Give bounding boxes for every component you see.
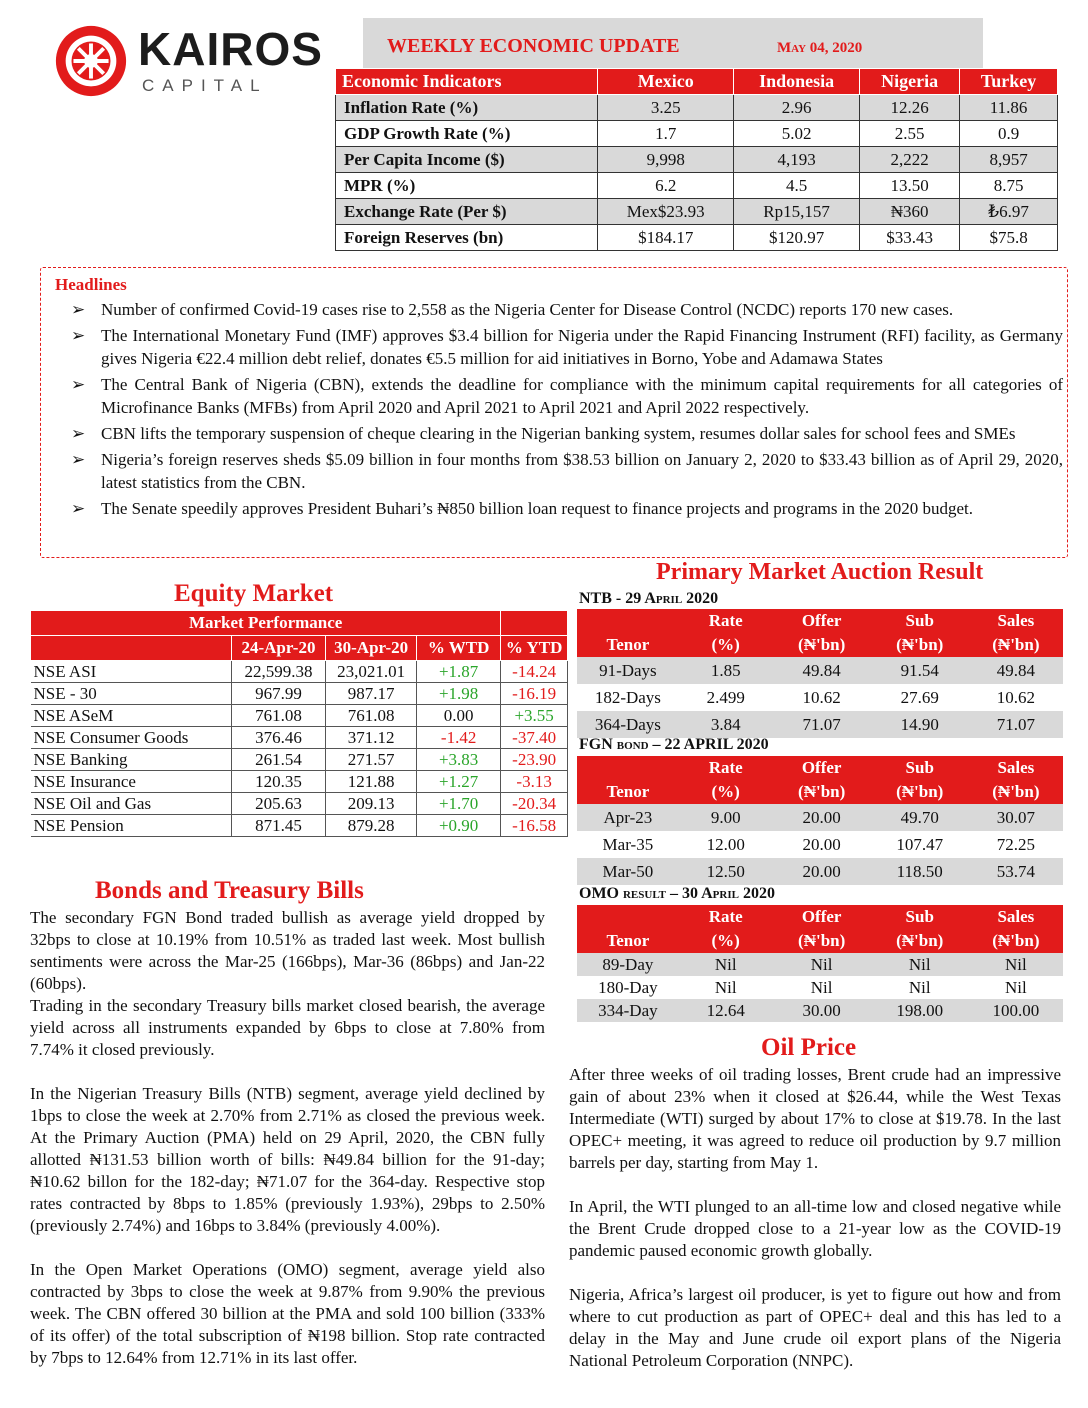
indicator-value: 11.86 (960, 95, 1058, 121)
auction-value: Nil (773, 953, 871, 976)
indicator-value: 6.2 (598, 173, 734, 199)
indicator-value: 13.50 (860, 173, 960, 199)
headline-text: Number of confirmed Covid-19 cases rise to 2,558 as the Nigeria Center for Disease Control (NCDC) reports 170 new cases. (101, 300, 954, 319)
auction-value: Nil (1005, 977, 1027, 997)
headline-text: Nigeria’s foreign reserves sheds $5.09 billion in four months from $38.53 billion on January 2, 2020 to $33.43 billion as of April 29, 2020, latest statistics from the CBN. (101, 450, 1063, 492)
ntb-auction-table (577, 609, 1063, 738)
auction-value: 100.00 (969, 999, 1063, 1022)
auction-value: 30.07 (969, 804, 1063, 831)
auction-row (577, 999, 1063, 1022)
index-name: NSE Insurance (31, 771, 232, 793)
indicator-value: 12.26 (860, 95, 960, 121)
bonds-paragraph: The secondary FGN Bond traded bullish as average yield dropped by 32bps to close at 10.19% from 10.51% as traded last week. Most bullish sentiments were across the Mar-25 (166bps), Mar-36 (86bps) and Jan-22 (60bps). (30, 908, 545, 993)
col-24-apr: 24-Apr-20 (231, 636, 326, 661)
headlines-list (67, 298, 1063, 523)
report-title: WEEKLY ECONOMIC UPDATE (387, 35, 680, 57)
auction-value: 12.00 (706, 834, 745, 854)
index-value: +3.83 (416, 749, 500, 771)
auction-col-header: Sub (871, 609, 969, 633)
indicator-value: Rp15,157 (734, 199, 860, 225)
tenor-cell: Mar-50 (577, 858, 679, 885)
auction-col-header: (₦'bn) (773, 929, 871, 953)
auction-row (577, 684, 1063, 711)
auction-row (577, 831, 1063, 858)
auction-value: Nil (810, 977, 833, 997)
arrow-bullet-icon: ➢ (71, 326, 86, 345)
tenor-cell: Mar-35 (602, 834, 654, 854)
index-value: 376.46 (231, 727, 326, 749)
auction-col-header: Rate (679, 609, 773, 633)
auction-header-row (577, 780, 1063, 804)
auction-col-header: Rate (679, 756, 773, 780)
index-value: -20.34 (501, 793, 568, 815)
auction-col-header: (₦'bn) (969, 929, 1063, 953)
headline-item (67, 422, 1063, 445)
headline-item (67, 448, 1063, 494)
index-value: -14.24 (501, 661, 568, 683)
auction-col-header: (₦'bn) (773, 780, 871, 804)
index-value: 121.88 (326, 771, 417, 793)
indicator-row (336, 199, 1058, 225)
auction-col-header: Sales (969, 905, 1063, 929)
auction-value: 71.07 (773, 711, 871, 738)
omo-label: OMO result – 30 April 2020 (579, 885, 775, 902)
auction-value: 10.62 (996, 687, 1035, 707)
auction-value: Nil (679, 953, 773, 976)
auction-value: 3.84 (679, 711, 773, 738)
index-name: NSE Oil and Gas (31, 793, 232, 815)
arrow-bullet-icon: ➢ (71, 300, 86, 319)
indicator-value: 8,957 (960, 147, 1058, 173)
auction-header-row (577, 609, 1063, 633)
auction-col-header: (₦'bn) (871, 929, 969, 953)
indicator-value: 2.55 (860, 121, 960, 147)
company-logo (52, 22, 342, 102)
indicator-name: MPR (%) (336, 173, 598, 199)
tenor-cell: 364-Days (577, 711, 679, 738)
headline-item (67, 497, 1063, 520)
auction-col-header: (₦'bn) (871, 633, 969, 657)
auction-value: Nil (969, 953, 1063, 976)
headlines-box (40, 267, 1068, 558)
indicator-row (336, 225, 1058, 251)
auction-value: 49.70 (871, 804, 969, 831)
auction-col-header: (%) (679, 633, 773, 657)
equity-row (31, 727, 568, 749)
equity-market-title: Equity Market (174, 580, 334, 607)
oil-price-text (569, 1064, 1061, 1372)
auction-col-header: Rate (679, 905, 773, 929)
indicator-row (336, 121, 1058, 147)
indicator-value: 2.96 (734, 95, 860, 121)
index-value: 761.08 (231, 705, 326, 727)
indicator-value: 5.02 (734, 121, 860, 147)
market-performance-title: Market Performance (31, 611, 501, 636)
indicator-value: $184.17 (598, 225, 734, 251)
report-header (363, 18, 983, 68)
headline-item (67, 298, 1063, 321)
auction-value: 72.25 (996, 834, 1035, 854)
auction-value: 118.50 (871, 858, 969, 885)
index-name: NSE ASeM (31, 705, 232, 727)
indicator-value: $75.8 (960, 225, 1058, 251)
tenor-cell: Apr-23 (577, 804, 679, 831)
index-name: NSE ASI (31, 661, 232, 683)
equity-row (31, 749, 568, 771)
kairos-logo-icon (52, 22, 130, 100)
equity-row (31, 683, 568, 705)
auction-row (577, 953, 1063, 976)
auction-value: 12.50 (679, 858, 773, 885)
indicator-row (336, 147, 1058, 173)
indicator-value: 2,222 (860, 147, 960, 173)
auction-header-row (577, 633, 1063, 657)
auction-value: 12.64 (679, 999, 773, 1022)
equity-row (31, 705, 568, 727)
index-name: NSE - 30 (31, 683, 232, 705)
index-value: 209.13 (326, 793, 417, 815)
auction-value: 2.499 (706, 687, 745, 707)
index-value: 120.35 (231, 771, 326, 793)
index-value: +0.90 (416, 815, 500, 837)
indicators-col-header: Indonesia (734, 69, 860, 95)
auction-value: 198.00 (871, 999, 969, 1022)
tenor-cell: 180-Day (598, 977, 658, 997)
auction-value: 20.00 (773, 804, 871, 831)
auction-col-header: Sales (969, 756, 1063, 780)
auction-header-row (577, 905, 1063, 929)
col-ytd: % YTD (501, 636, 568, 661)
indicator-value: ₺6.97 (960, 199, 1058, 225)
index-value: +3.55 (501, 705, 568, 727)
index-name: NSE Pension (31, 815, 232, 837)
report-date: May 04, 2020 (777, 40, 863, 56)
bonds-text (30, 907, 545, 1369)
index-value: +1.87 (416, 661, 500, 683)
arrow-bullet-icon: ➢ (71, 375, 86, 394)
tenor-cell: 182-Days (594, 687, 661, 707)
auction-col-header: Sub (871, 756, 969, 780)
indicator-row (336, 95, 1058, 121)
indicator-value: 4.5 (734, 173, 860, 199)
index-name: NSE Banking (31, 749, 232, 771)
auction-col-header: (%) (679, 780, 773, 804)
index-value: -37.40 (501, 727, 568, 749)
auction-col-header: Tenor (577, 633, 679, 657)
auction-value: 1.85 (679, 657, 773, 684)
bonds-paragraph: Trading in the secondary Treasury bills market closed bearish, the average yield across all instruments expanded by 6bps to close at 7.80% from 7.74% it closed previously. (30, 996, 545, 1059)
headline-text: CBN lifts the temporary suspension of cheque clearing in the Nigerian banking system, resumes dollar sales for school fees and SMEs (101, 424, 1016, 443)
index-value: 0.00 (416, 705, 500, 727)
index-value: 761.08 (326, 705, 417, 727)
auction-value: 49.84 (969, 657, 1063, 684)
equity-row (31, 771, 568, 793)
indicator-name: Per Capita Income ($) (336, 147, 598, 173)
indicators-col-header: Turkey (960, 69, 1058, 95)
auction-value: 53.74 (969, 858, 1063, 885)
index-value: -16.58 (501, 815, 568, 837)
indicators-header-row (336, 69, 1058, 95)
auction-value: 30.00 (773, 999, 871, 1022)
bonds-title: Bonds and Treasury Bills (95, 877, 364, 904)
index-name: NSE Consumer Goods (31, 727, 232, 749)
fgn-bond-auction-table (577, 756, 1063, 885)
indicator-name: GDP Growth Rate (%) (336, 121, 598, 147)
equity-row (31, 661, 568, 683)
indicator-value: 4,193 (734, 147, 860, 173)
auction-header-row (577, 756, 1063, 780)
index-value: -1.42 (416, 727, 500, 749)
indicator-value: Mex$23.93 (598, 199, 734, 225)
headline-item (67, 373, 1063, 419)
auction-col-header: Offer (773, 756, 871, 780)
auction-value: 71.07 (969, 711, 1063, 738)
headline-text: The International Monetary Fund (IMF) approves $3.4 billion for Nigeria under the Rapid Financing Instrument (RFI) facility, as Germany gives Nigeria €22.4 million debt relief, donates €5.5 million for aid initiatives in Borno, Yobe and Adamawa States (101, 326, 1063, 368)
oil-paragraph: Nigeria, Africa’s largest oil producer, is yet to figure out how and from where to cut production as part of OPEC+ deal and this has led to a delay in the May and June crude oil export plans of the Nigeria National Petroleum Corporation (NNPC). (569, 1285, 1061, 1370)
auction-col-header: (%) (679, 929, 773, 953)
auction-header-row (577, 929, 1063, 953)
index-value: 205.63 (231, 793, 326, 815)
index-value: -23.90 (501, 749, 568, 771)
auction-col-header: Offer (773, 905, 871, 929)
brand-name: KAIROS (138, 23, 323, 75)
tenor-cell: 89-Day (577, 953, 679, 976)
auction-row (577, 976, 1063, 999)
indicators-col-header: Mexico (598, 69, 734, 95)
auction-value: 20.00 (773, 858, 871, 885)
equity-row (31, 793, 568, 815)
headlines-title: Headlines (55, 275, 127, 294)
indicator-name: Inflation Rate (%) (336, 95, 598, 121)
auction-value: Nil (908, 977, 931, 997)
tenor-cell: 334-Day (577, 999, 679, 1022)
index-value: 879.28 (326, 815, 417, 837)
auction-col-header: Tenor (577, 929, 679, 953)
auction-row (577, 804, 1063, 831)
auction-row (577, 858, 1063, 885)
index-value: 987.17 (326, 683, 417, 705)
auction-col-header: (₦'bn) (969, 780, 1063, 804)
index-value: +1.98 (416, 683, 500, 705)
indicator-value: 3.25 (598, 95, 734, 121)
index-value: -3.13 (501, 771, 568, 793)
index-value: 23,021.01 (326, 661, 417, 683)
auction-row (577, 711, 1063, 738)
headline-item (67, 324, 1063, 370)
index-value: 22,599.38 (231, 661, 326, 683)
index-value: 871.45 (231, 815, 326, 837)
auction-col-header: (₦'bn) (773, 633, 871, 657)
auction-value: Nil (871, 953, 969, 976)
auction-value: 20.00 (802, 834, 841, 854)
index-value: 271.57 (326, 749, 417, 771)
auction-col-header (577, 905, 679, 929)
economic-indicators-table (335, 68, 1058, 251)
bonds-paragraph: In the Open Market Operations (OMO) segment, average yield also contracted by 3bps to close the week at 9.87% from 9.90% the previous week. The CBN offered 30 billion at the PMA and sold 100 billion (333% of its offer) of the total subscription of ₦198 billion. Stop rate contracted by 7bps to 12.64% from 12.71% in its last offer. (30, 1260, 545, 1367)
oil-price-title: Oil Price (761, 1034, 857, 1061)
arrow-bullet-icon: ➢ (71, 499, 86, 518)
tenor-cell: 91-Days (577, 657, 679, 684)
indicators-col-header: Economic Indicators (336, 69, 598, 95)
equity-market-table (30, 610, 568, 837)
fgn-bond-label: FGN bond – 22 APRIL 2020 (579, 736, 769, 753)
primary-market-title: Primary Market Auction Result (656, 559, 984, 585)
oil-paragraph: After three weeks of oil trading losses, Brent crude had an impressive gain of about 23% when it closed at $26.44, while the West Texas Intermediate (WTI) surged by about 17% to close at $19.78. In the last OPEC+ meeting, it was agreed to reduce oil production by 9.7 million barrels per day, starting from May 1. (569, 1065, 1061, 1172)
auction-col-header: (₦'bn) (969, 633, 1063, 657)
auction-col-header: Sub (871, 905, 969, 929)
ntb-label: NTB - 29 April 2020 (579, 590, 719, 607)
bonds-paragraph: In the Nigerian Treasury Bills (NTB) segment, average yield declined by 1bps to close the week at 2.70% from 2.71% as closed the previous week. At the Primary Auction (PMA) held on 29 April, 2020, the CBN fully allotted ₦131.53 billion worth of bills: ₦49.84 billion for the 91-day; ₦10.62 billon for the 182-day; ₦71.07 for the 364-day. Respective stop rates contracted by 8bps to 1.85% (previously 1.93%), 29bps to 2.50% (previously 2.74%) and 16bps to 3.84% (previously 4.00%). (30, 1084, 545, 1235)
col-30-apr: 30-Apr-20 (326, 636, 417, 661)
auction-value: 107.47 (896, 834, 944, 854)
headline-text: The Central Bank of Nigeria (CBN), extends the deadline for compliance with the minimum capital requirements for all categories of Microfinance Banks (MFBs) from April 2020 and April 2021 to April 2021 and April 2022 respectively. (101, 375, 1063, 417)
indicator-value: 1.7 (598, 121, 734, 147)
index-value: 967.99 (231, 683, 326, 705)
indicator-row (336, 173, 1058, 199)
auction-value: Nil (714, 977, 737, 997)
headline-text: The Senate speedily approves President Buhari’s ₦850 billion loan request to finance projects and programs in the 2020 budget. (101, 499, 973, 518)
auction-row (577, 657, 1063, 684)
indicator-value: $33.43 (860, 225, 960, 251)
auction-col-header: (₦'bn) (871, 780, 969, 804)
indicators-col-header: Nigeria (860, 69, 960, 95)
auction-value: 27.69 (900, 687, 939, 707)
index-value: 261.54 (231, 749, 326, 771)
index-value: 371.12 (326, 727, 417, 749)
brand-tagline: CAPITAL (142, 76, 268, 95)
auction-col-header: Tenor (577, 780, 679, 804)
indicator-name: Exchange Rate (Per $) (336, 199, 598, 225)
indicator-value: 0.9 (960, 121, 1058, 147)
auction-value: 9.00 (679, 804, 773, 831)
oil-paragraph: In April, the WTI plunged to an all-time low and closed negative while the Brent Crude dropped close to a 21-year low as the COVID-19 pandemic paused economic growth globally. (569, 1197, 1061, 1260)
col-wtd: % WTD (416, 636, 500, 661)
auction-col-header (577, 609, 679, 633)
indicator-value: 8.75 (960, 173, 1058, 199)
auction-value: 14.90 (871, 711, 969, 738)
index-value: +1.70 (416, 793, 500, 815)
auction-col-header: Sales (969, 609, 1063, 633)
index-value: +1.27 (416, 771, 500, 793)
indicator-value: $120.97 (734, 225, 860, 251)
auction-value: 91.54 (871, 657, 969, 684)
auction-value: 49.84 (773, 657, 871, 684)
arrow-bullet-icon: ➢ (71, 424, 86, 443)
auction-col-header (577, 756, 679, 780)
indicator-value: 9,998 (598, 147, 734, 173)
auction-value: 10.62 (802, 687, 841, 707)
equity-row (31, 815, 568, 837)
arrow-bullet-icon: ➢ (71, 450, 86, 469)
indicator-value: ₦360 (860, 199, 960, 225)
auction-col-header: Offer (773, 609, 871, 633)
omo-auction-table (577, 905, 1063, 1022)
indicator-name: Foreign Reserves (bn) (336, 225, 598, 251)
index-value: -16.19 (501, 683, 568, 705)
